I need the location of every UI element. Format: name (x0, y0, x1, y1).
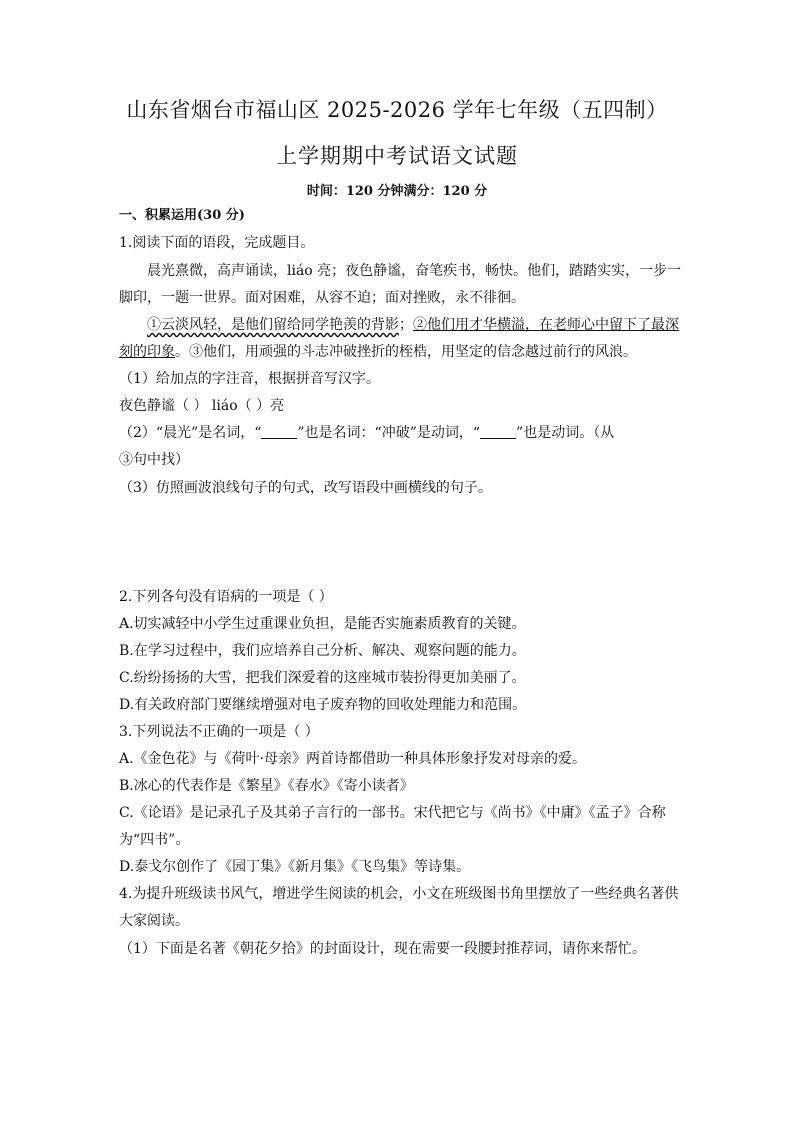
q1-sub2-text: ”也是动词。（从 (516, 425, 615, 441)
q1-passage-line: 晨光熹微，高声诵读，liáo 亮；夜色静谧，奋笔疾书，畅快。他们，踏踏实实，一步一 (147, 263, 682, 279)
underlined-sentence: ②他们用才华横溢，在老师心中留下了最深 (413, 317, 679, 333)
q2-option-b: B.在学习过程中，我们应培养自己分析、解决、观察问题的能力。 (119, 643, 526, 659)
question-4-stem: 4.为提升班级读书风气，增进学生阅读的机会，小文在班级图书角里摆放了一些经典名著供 (119, 886, 679, 902)
question-4-stem-cont: 大家阅读。 (119, 913, 189, 929)
passage-text: 。③他们，用顽强的斗志冲破挫折的桎梏，用坚定的信念越过前行的风浪。 (175, 344, 637, 360)
q2-option-a: A.切实减轻中小学生过重课业负担，是能否实施素质教育的关键。 (119, 616, 526, 632)
q2-option-d: D.有关政府部门要继续增强对电子废弃物的回收处理能力和范围。 (119, 697, 527, 713)
exam-title-line1: 山东省烟台市福山区 2025-2026 学年七年级（五四制） (126, 98, 668, 122)
q1-passage-line: 脚印，一题一世界。面对困难，从容不迫；面对挫败，永不徘徊。 (119, 290, 525, 306)
q1-sub2-text: （2）“晨光”是名词，“ (119, 425, 262, 441)
exam-title-line2: 上学期期中考试语文试题 (276, 144, 518, 168)
q1-sub2-text: ”也是名词：“冲破”是动词，“ (297, 425, 481, 441)
q2-option-c: C.纷纷扬扬的大雪，把我们深爱着的这座城市装扮得更加美丽了。 (119, 670, 526, 686)
q3-option-c-cont: 为“四书”。 (119, 832, 190, 848)
wavy-underlined-sentence: ①云淡风轻，是他们留给同学艳羡的背影 (147, 317, 399, 333)
question-3-stem: 3.下列说法不正确的一项是（ ） (119, 724, 319, 740)
question-1-stem: 1.阅读下面的语段，完成题目。 (119, 235, 315, 251)
answer-blank[interactable] (480, 424, 516, 439)
q1-sub2-cont: ③句中找） (119, 452, 189, 468)
q1-sub1-fill: 夜色静谧（ ） liáo（ ）亮 (119, 398, 285, 414)
q4-sub1: （1）下面是名著《朝花夕拾》的封面设计，现在需要一段腰封推荐词，请你来帮忙。 (119, 941, 646, 957)
q1-sub3: （3）仿照画波浪线句子的句式，改写语段中画横线的句子。 (119, 480, 492, 496)
passage-text: ； (399, 317, 413, 333)
q1-passage-line (119, 342, 637, 362)
section-heading: 一、积累运用(30 分) (119, 208, 245, 223)
q1-passage-line (147, 315, 679, 335)
q3-option-d: D.泰戈尔创作了《园丁集》《新月集》《飞鸟集》等诗集。 (119, 859, 471, 875)
q1-sub1: （1）给加点的字注音，根据拼音写汉字。 (119, 371, 380, 387)
exam-time-score: 时间：120 分钟满分：120 分 (306, 184, 488, 199)
q3-option-b: B.冰心的代表作是《繁星》《春水》《寄小读者》 (119, 778, 414, 794)
answer-blank[interactable] (261, 424, 297, 439)
question-2-stem: 2.下列各句没有语病的一项是（ ） (119, 589, 333, 605)
q3-option-a: A.《金色花》与《荷叶·母亲》两首诗都借助一种具体形象抒发对母亲的爱。 (119, 751, 587, 767)
q1-sub2 (119, 423, 614, 443)
q3-option-c: C.《论语》是记录孔子及其弟子言行的一部书。宋代把它与《尚书》《中庸》《孟子》合称 (119, 805, 666, 821)
underlined-sentence: 刻的印象 (119, 344, 175, 360)
